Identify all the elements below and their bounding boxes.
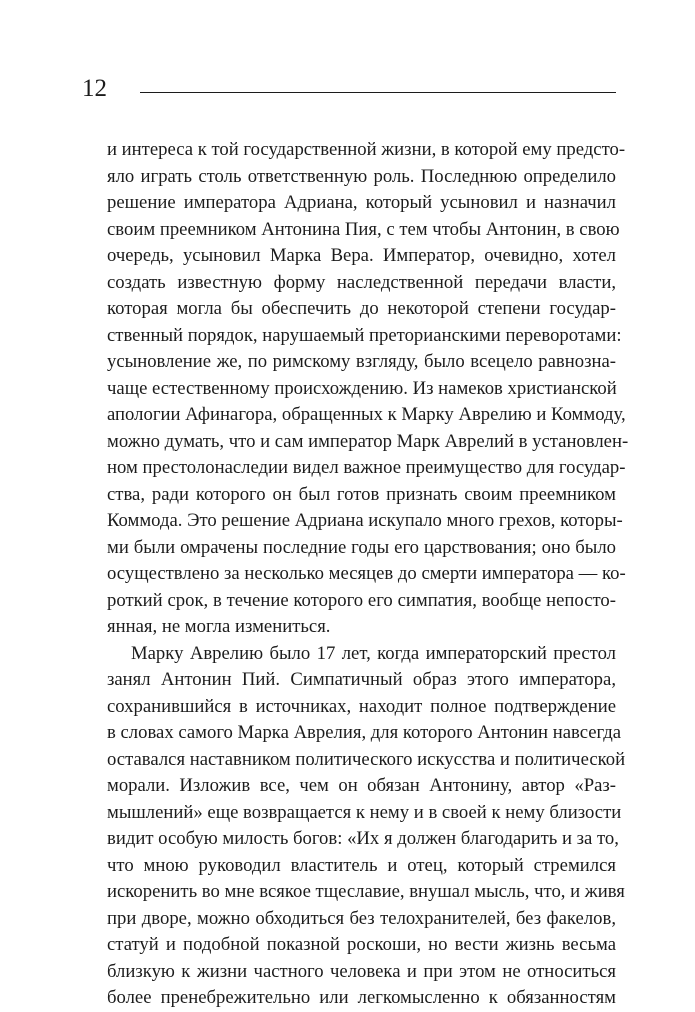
text-line: янная, не могла измениться. [107, 616, 331, 637]
text-line: занял Антонин Пий. Симпатичный образ этого императора, [107, 669, 616, 690]
text-line: осуществлено за несколько месяцев до смерти императора — ко- [107, 563, 626, 584]
text-line: решение императора Адриана, который усыновил и назначил [107, 192, 616, 213]
text-line: Марку Аврелию было 17 лет, когда императорский престол [131, 642, 616, 664]
text-line: усыновление же, по римскому взгляду, было всецело равнозна- [107, 351, 616, 372]
text-line: ства, ради которого он был готов признать своим преемником [107, 483, 616, 505]
paragraph [107, 137, 629, 641]
header-rule [140, 92, 616, 93]
text-line: мышлений» еще возвращается к нему и в своей к нему близости [107, 801, 622, 823]
text-line: яло играть столь ответственную роль. Последнюю определило [107, 165, 616, 187]
text-line: в словах самого Марка Аврелия, для которого Антонин навсегда [107, 722, 622, 743]
text-line: более пренебрежительно или легкомысленно к обязанностям [107, 987, 616, 1008]
text-line: очередь, усыновил Марка Вера. Император, очевидно, хотел [107, 245, 616, 266]
text-line: создать известную форму наследственной передачи власти, [107, 271, 616, 293]
text-line: апологии Афинагора, обращенных к Марку Аврелию и Коммоду, [107, 404, 626, 425]
text-line: видит особую милость богов: «Их я должен благодарить и за то, [107, 828, 619, 849]
text-line: своим преемником Антонина Пия, с тем чтобы Антонин, в свою [107, 218, 620, 240]
text-line: что мною руководил властитель и отец, который стремился [107, 854, 616, 876]
text-line: морали. Изложив все, чем он обязан Антонину, автор «Раз- [107, 775, 616, 796]
text-line: можно думать, что и сам император Марк Аврелий в установлен- [107, 430, 629, 452]
text-line: роткий срок, в течение которого его симпатия, вообще непосто- [107, 589, 616, 611]
text-line: ми были омрачены последние годы его царствования; оно было [107, 536, 616, 558]
text-line: оставался наставником политического искусства и политической [107, 748, 626, 770]
text-line: при дворе, можно обходиться без телохранителей, без факелов, [107, 907, 616, 929]
text-line: которая могла бы обеспечить до некоторой степени государ- [107, 298, 616, 319]
page-header [82, 74, 616, 104]
page-number: 12 [82, 75, 107, 102]
text-line: ственный порядок, нарушаемый преторианскими переворотами: [107, 324, 622, 346]
body-text [107, 137, 629, 1012]
text-line: чаще естественному происхождению. Из намеков христианской [107, 377, 617, 399]
text-line: близкую к жизни частного человека и при этом не относиться [107, 960, 616, 982]
text-line: Коммода. Это решение Адриана искупало много грехов, которы- [107, 510, 623, 531]
text-line: и интереса к той государственной жизни, в которой ему предсто- [107, 139, 626, 160]
text-line: ном престолонаследии видел важное преимущество для государ- [107, 457, 626, 478]
text-line: статуй и подобной показной роскоши, но вести жизнь весьма [107, 934, 616, 955]
text-line: искоренить во мне всякое тщеславие, внушал мысль, что, и живя [107, 881, 625, 902]
text-line: сохранившийся в источниках, находит полное подтверждение [107, 695, 616, 717]
paragraph [107, 641, 626, 1012]
